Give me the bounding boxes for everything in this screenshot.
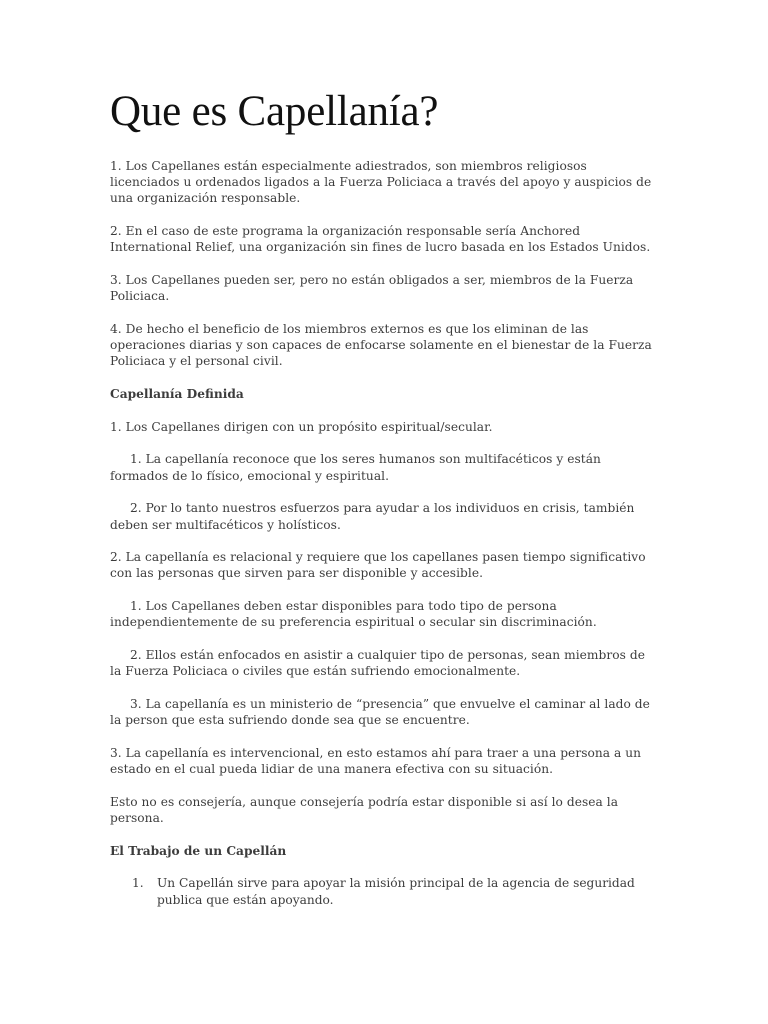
trabajo-list [110,875,658,907]
definition-subitem-2-2: 2. Ellos están enfocados en asistir a cualquier tipo de personas, sean miembros de la Fuerza Policiaca o civiles que están sufriendo emocionalmente. [110,648,645,679]
list-item-number: 1. [132,876,144,891]
intro-paragraph-2: 2. En el caso de este programa la organización responsable sería Anchored International Relief, una organización sin fines de lucro basada en los Estados Unidos. [110,224,651,255]
consejeria-note: Esto no es consejería, aunque consejería podría estar disponible si así lo desea la persona. [110,794,619,825]
definition-subitem-2-1: 1. Los Capellanes deben estar disponibles para todo tipo de persona independientemente de su preferencia espiritual o secular sin discriminación. [110,599,597,630]
intro-paragraph-4: 4. De hecho el beneficio de los miembros externos es que los eliminan de las operaciones diarias y son capaces de enfocarse solamente en el bienestar de la Fuerza Policiaca y el personal civil. [110,321,652,369]
intro-paragraph-1: 1. Los Capellanes están especialmente adiestrados, son miembros religiosos licenciados u ordenados ligados a la Fuerza Policiaca a través del apoyo y auspicios de una organización responsable. [110,159,652,206]
definition-item-3: 3. La capellanía es intervencional, en esto estamos ahí para traer a una persona a un estado en el cual pueda lidiar de una manera efectiva con su situación. [110,745,642,777]
section-heading-capellania-definida: Capellanía Definida [110,387,244,402]
definition-subitem-1-2: 2. Por lo tanto nuestros esfuerzos para ayudar a los individuos en crisis, también deben ser multifacéticos y holísticos. [110,501,635,532]
definition-subitem-1-1: 1. La capellanía reconoce que los seres humanos son multifacéticos y están formados de lo físico, emocional y espiritual. [110,452,601,483]
definition-item-2: 2. La capellanía es relacional y requiere que los capellanes pasen tiempo significativo con las personas que sirven para ser disponible y accesible. [110,550,646,581]
intro-paragraph-3: 3. Los Capellanes pueden ser, pero no están obligados a ser, miembros de la Fuerza Policiaca. [110,273,634,304]
document-page [110,86,658,908]
definition-item-1: 1. Los Capellanes dirigen con un propósito espiritual/secular. [110,419,493,434]
list-item [110,875,658,907]
definition-subitem-2-3: 3. La capellanía es un ministerio de “presencia” que envuelve el caminar al lado de la person que esta sufriendo donde sea que se encuentre. [110,696,650,728]
list-item-text: Un Capellán sirve para apoyar la misión principal de la agencia de seguridad publica que están apoyando. [157,876,635,907]
section-heading-trabajo-capellan: El Trabajo de un Capellán [110,843,287,858]
page-title: Que es Capellanía? [110,88,439,135]
